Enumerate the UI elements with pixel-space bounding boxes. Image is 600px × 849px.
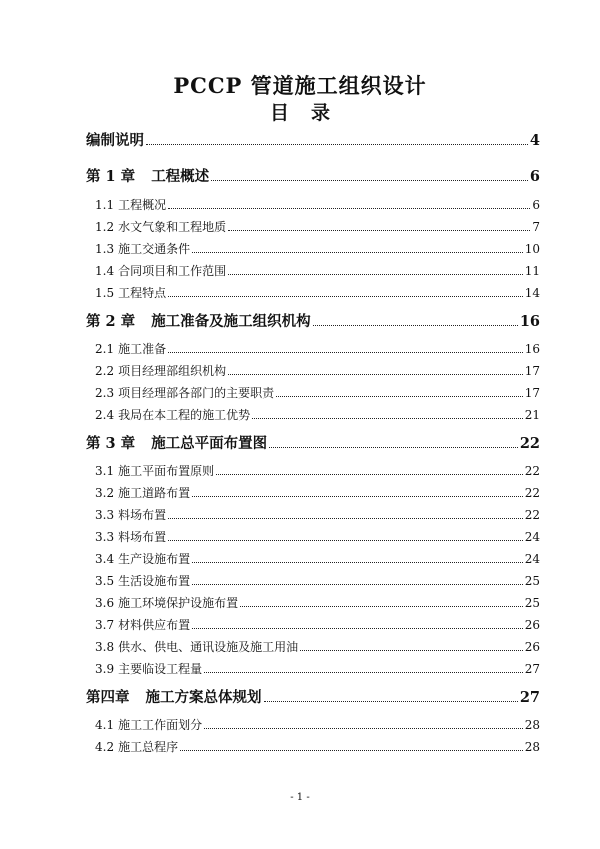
toc-section-3-7[interactable]: [95, 616, 540, 633]
toc-entry-number: 3.6: [95, 596, 115, 610]
toc-chapter-3[interactable]: [86, 432, 540, 453]
toc-section-3-5[interactable]: [95, 572, 540, 589]
toc-entry-number: 2.3: [95, 386, 115, 400]
toc-entry-number: 3.9: [95, 662, 115, 676]
toc-entry-label: 施工准备及施工组织机构: [151, 313, 311, 330]
dot-leader: [216, 474, 523, 475]
toc-chapter-preface[interactable]: [86, 129, 540, 150]
toc-entry-page: 28: [524, 740, 540, 754]
dot-leader: [252, 418, 523, 419]
dot-leader: [168, 296, 523, 297]
dot-leader: [168, 518, 523, 519]
dot-leader: [192, 252, 523, 253]
toc-entry-label: 项目经理部各部门的主要职责: [118, 386, 275, 400]
toc-entry-page: 11: [524, 264, 540, 278]
dot-leader: [228, 274, 523, 275]
toc-section-1-1[interactable]: [95, 196, 540, 213]
toc-entry-page: 7: [532, 220, 540, 234]
toc-entry-label: 施工交通条件: [118, 242, 191, 256]
dot-leader: [168, 352, 523, 353]
toc-section-3-3[interactable]: [95, 506, 540, 523]
toc-entry-label: 主要临设工程量: [118, 662, 203, 676]
toc-entry-label: 项目经理部组织机构: [118, 364, 227, 378]
toc-entry-label: 我局在本工程的施工优势: [118, 408, 251, 422]
toc-section-4-2[interactable]: [95, 738, 540, 755]
toc-section-2-2[interactable]: [95, 362, 540, 379]
dot-leader: [228, 374, 523, 375]
toc-section-1-4[interactable]: [95, 262, 540, 279]
toc-entry-label: 供水、供电、通讯设施及施工用油: [118, 640, 299, 654]
toc-entry-page: 17: [524, 364, 540, 378]
toc-entry-page: 14: [524, 286, 540, 300]
toc-section-3-3b[interactable]: [95, 528, 540, 545]
toc-section-4-1[interactable]: [95, 716, 540, 733]
toc-entry-page: 25: [524, 574, 540, 588]
toc-entry-label: 生活设施布置: [118, 574, 191, 588]
toc-entry-page: 28: [524, 718, 540, 732]
dot-leader: [204, 728, 523, 729]
toc-entry-number: 2.4: [95, 408, 115, 422]
toc-entry-page: 24: [524, 552, 540, 566]
toc-entry-label: 施工总程序: [118, 740, 179, 754]
toc-entry-number: 3.5: [95, 574, 115, 588]
toc-entry-label: 施工方案总体规划: [145, 689, 262, 706]
dot-leader: [313, 325, 518, 326]
toc-entry-number: 3.7: [95, 618, 115, 632]
toc-entry-number: 3.2: [95, 486, 115, 500]
toc-entry-number: 3.3: [95, 508, 115, 522]
toc-entry-number: 1.4: [95, 264, 115, 278]
toc-section-2-3[interactable]: [95, 384, 540, 401]
toc-entry-page: 25: [524, 596, 540, 610]
toc-entry-label: 料场布置: [118, 508, 167, 522]
toc-entry-number: 2.1: [95, 342, 115, 356]
toc-entry-page: 16: [519, 313, 540, 330]
toc-entry-number: 第 2 章: [86, 313, 136, 330]
dot-leader: [300, 650, 523, 651]
toc-entry-number: 1.1: [95, 198, 115, 212]
toc-section-3-6[interactable]: [95, 594, 540, 611]
toc-entry-number: 1.3: [95, 242, 115, 256]
toc-entry-page: 16: [524, 342, 540, 356]
toc-entry-label: 材料供应布置: [118, 618, 191, 632]
toc-chapter-4[interactable]: [86, 686, 540, 707]
toc-entry-page: 21: [524, 408, 540, 422]
dot-leader: [192, 628, 523, 629]
toc-entry-number: 1.5: [95, 286, 115, 300]
toc-entry-page: 27: [519, 689, 540, 706]
document-title: PCCP 管道施工组织设计: [173, 73, 427, 98]
dot-leader: [146, 144, 528, 145]
toc-entry-number: 3.1: [95, 464, 115, 478]
dot-leader: [192, 562, 523, 563]
toc-chapter-1[interactable]: [86, 165, 540, 186]
toc-chapter-2[interactable]: [86, 310, 540, 331]
toc-entry-label: 水文气象和工程地质: [118, 220, 227, 234]
dot-leader: [211, 180, 528, 181]
toc-entry-page: 6: [529, 168, 540, 185]
dot-leader: [240, 606, 523, 607]
toc-entry-label: 编制说明: [86, 132, 144, 149]
dot-leader: [204, 672, 523, 673]
toc-entry-page: 22: [524, 464, 540, 478]
dot-leader: [168, 208, 530, 209]
page-number-footer: - 1 -: [290, 792, 310, 803]
dot-leader: [180, 750, 523, 751]
toc-entry-page: 17: [524, 386, 540, 400]
toc-entry-page: 10: [524, 242, 540, 256]
dot-leader: [276, 396, 523, 397]
toc-entry-page: 22: [519, 435, 540, 452]
dot-leader: [168, 540, 523, 541]
toc-entry-label: 生产设施布置: [118, 552, 191, 566]
toc-entry-label: 施工平面布置原则: [118, 464, 215, 478]
toc-entry-label: 施工工作面划分: [118, 718, 203, 732]
toc-section-3-8[interactable]: [95, 638, 540, 655]
dot-leader: [192, 584, 523, 585]
toc-entry-label: 施工总平面布置图: [151, 435, 268, 452]
toc-entry-page: 24: [524, 530, 540, 544]
toc-entry-label: 工程概况: [118, 198, 167, 212]
toc-entry-page: 4: [529, 132, 540, 149]
toc-entry-number: 3.3: [95, 530, 115, 544]
toc-entry-number: 第 3 章: [86, 435, 136, 452]
toc-entry-number: 1.2: [95, 220, 115, 234]
toc-entry-page: 27: [524, 662, 540, 676]
toc-entry-number: 4.1: [95, 718, 115, 732]
toc-entry-number: 3.4: [95, 552, 115, 566]
toc-section-1-2[interactable]: [95, 218, 540, 235]
toc-section-2-4[interactable]: [95, 406, 540, 423]
toc-entry-number: 第四章: [86, 689, 130, 706]
toc-section-1-5[interactable]: [95, 284, 540, 301]
dot-leader: [269, 447, 518, 448]
toc-entry-number: 第 1 章: [86, 168, 136, 185]
dot-leader: [192, 496, 523, 497]
toc-entry-number: 4.2: [95, 740, 115, 754]
toc-entry-page: 22: [524, 486, 540, 500]
toc-section-3-1[interactable]: [95, 462, 540, 479]
toc-section-1-3[interactable]: [95, 240, 540, 257]
dot-leader: [228, 230, 530, 231]
toc-section-3-9[interactable]: [95, 660, 540, 677]
toc-entry-label: 工程特点: [118, 286, 167, 300]
toc-entry-page: 6: [532, 198, 540, 212]
toc-entry-label: 施工环境保护设施布置: [118, 596, 239, 610]
toc-heading: 目录: [269, 102, 352, 124]
toc-entry-page: 22: [524, 508, 540, 522]
toc-section-2-1[interactable]: [95, 340, 540, 357]
toc-section-3-2[interactable]: [95, 484, 540, 501]
dot-leader: [264, 701, 518, 702]
toc-entry-number: 3.8: [95, 640, 115, 654]
toc-entry-number: 2.2: [95, 364, 115, 378]
toc-entry-page: 26: [524, 640, 540, 654]
toc-entry-page: 26: [524, 618, 540, 632]
toc-entry-label: 施工准备: [118, 342, 167, 356]
toc-entry-label: 合同项目和工作范围: [118, 264, 227, 278]
toc-section-3-4[interactable]: [95, 550, 540, 567]
toc-entry-label: 施工道路布置: [118, 486, 191, 500]
toc-entry-label: 料场布置: [118, 530, 167, 544]
toc-entry-label: 工程概述: [151, 168, 210, 185]
